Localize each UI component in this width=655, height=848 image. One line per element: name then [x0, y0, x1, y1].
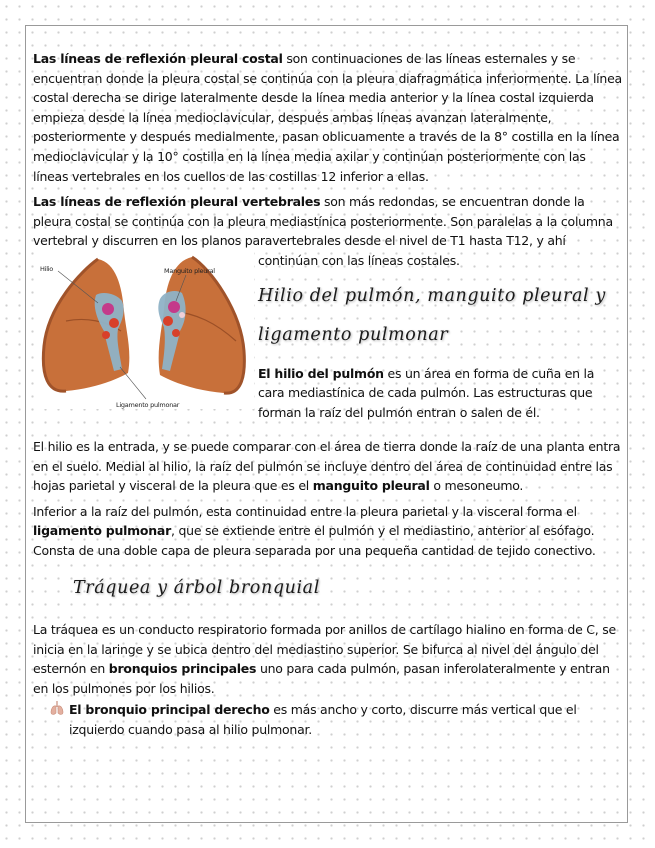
lungs-hilum-illustration — [36, 251, 254, 409]
bullet-item — [33, 700, 623, 739]
term-costal-lines: Las líneas de reflexión pleural costal — [33, 51, 283, 66]
lungs-icon — [50, 700, 64, 716]
paragraph-text: son más redondas, se encuentran donde la pleura costal se continúa con la pleura mediastínica posteriormente. Son paralelas a la columna vertebral y discurren en los planos paravertebrales desde el nivel de T1 hasta T12, y ahí — [33, 194, 613, 249]
section-heading-hilio: Hilio del pulmón, manguito pleural y — [258, 285, 606, 306]
figure-section — [33, 251, 623, 437]
paragraph-text: Inferior a la raíz del pulmón, esta continuidad entre la pleura parietal y la visceral forma el — [33, 503, 577, 519]
bullet-text: es más ancho y corto, discurre más vertical que el izquierdo cuando pasa al hilio pulmonar. — [69, 702, 577, 738]
paragraph-text: es un área en forma de cuña en la cara mediastínica de cada pulmón. Las estructuras que forman la raíz del pulmón entran o salen de él. — [258, 365, 595, 420]
paragraph-ligamento — [33, 502, 623, 561]
section-heading-hilio-line2: ligamento pulmonar — [258, 325, 449, 346]
term-manguito: manguito pleural — [312, 478, 430, 494]
term-bronquios: bronquios principales — [108, 661, 257, 677]
paragraph-text: uno para cada pulmón, pasan inferolateralmente y entran en los pulmones por los hilios. — [33, 661, 610, 696]
term-hilio: El hilio del pulmón — [258, 365, 384, 381]
document-content — [33, 49, 623, 740]
term-ligamento: ligamento pulmonar — [33, 523, 172, 539]
section-heading-traquea: Tráquea y árbol bronquial — [73, 577, 320, 598]
paragraph-text: La tráquea es un conducto respiratorio formada por anillos de cartílago hialino en forma de C, se inicia en la laringe y se ubica dentro del mediastino superior. Se bifurca al nivel del ángulo del esternón en — [33, 622, 616, 677]
paragraph-text: , que se extiende entre el pulmón y el mediastino, anterior al esófago. Consta de una doble capa de pleura separada por una pequeña cantidad de tejido conectivo. — [33, 523, 596, 558]
paragraph-hilio — [258, 364, 623, 423]
term-bronquio-derecho: El bronquio principal derecho — [69, 702, 270, 718]
term-vertebral-lines: Las líneas de reflexión pleural vertebrales — [33, 194, 321, 210]
paragraph-text: son continuaciones de las líneas esternales y se encuentran donde la pleura costal se continúa con la pleura diafragmática inferiormente. La línea costal derecha se dirige lateralmente desde la línea media anterior y la línea costal izquierda empieza desde la línea medioclavicular, después ambas líneas avanzan lateralmente, posteriormente y después medialmente, pasan oblicuamente a través de la 8° costilla en la línea medioclavicular y la 10° costilla en la línea media axilar y continúan posteriormente con las líneas vertebrales en los cuellos de las costillas 12 inferior a ellas. — [33, 51, 622, 184]
label-hilio: Hilio — [40, 264, 54, 273]
paragraph-vertebral-lines — [33, 192, 623, 251]
paragraph-manguito — [33, 437, 623, 496]
paragraph-text: El hilio es la entrada, y se puede comparar con el área de tierra donde la raíz de una planta entra en el suelo. Medial al hilio, la raíz del pulmón se incluye dentro del área de continuidad entre las hojas parietal y visceral de la pleura que es el — [33, 438, 621, 494]
label-manguito: Manguito pleural — [164, 266, 215, 275]
paragraph-costal-lines — [33, 49, 623, 186]
label-ligamento: Ligamento pulmonar — [116, 400, 180, 409]
figure-side-column — [258, 251, 623, 423]
paragraph-text: o mesoneumo. — [429, 478, 524, 494]
paragraph-traquea — [33, 620, 623, 698]
paragraph-continuation: continúan con las líneas costales. — [258, 252, 460, 268]
